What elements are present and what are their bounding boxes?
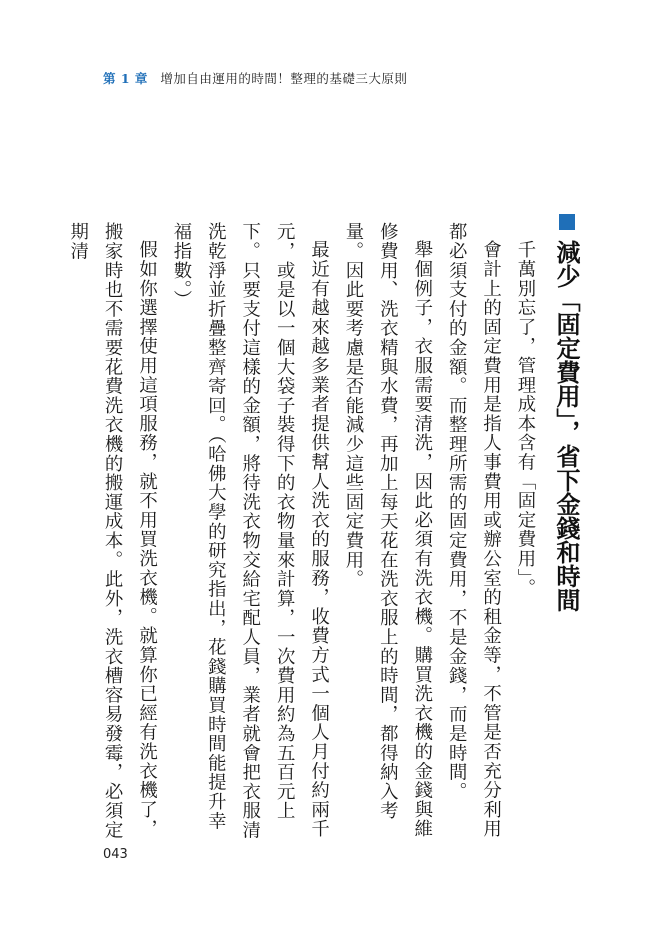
chapter-title: 增加自由運用的時間！整理的基礎三大原則: [160, 71, 408, 86]
running-header: [103, 69, 407, 87]
page-number: 043: [103, 847, 128, 862]
section-heading-text: 減少「固定費用」，省下金錢和時間: [552, 240, 580, 612]
paragraph-2: 會計上的固定費用是指人事費用或辦公室的租金等，不管是否充分利用都必須支付的金額。而整理所需的固定費用，不是金錢，而是時間。: [446, 222, 502, 839]
paragraph-3: 舉個例子，衣服需要清洗，因此必須有洗衣機。購買洗衣機的金錢與維修費用、洗衣精與水費，再加上每天花在洗衣服上的時間，都得納入考量。因此要考慮是否能減少這些固定費用。: [342, 222, 433, 839]
paragraph-4: 最近有越來越多業者提供幫人洗衣的服務，收費方式一個人月付約兩千元，或是以一個大袋子裝得下的衣物量來計算，一次費用約為五百元上下。只要支付這樣的金額，將待洗衣物交給宅配人員，業者就會把衣服清洗乾淨並折疊整齊寄回。（哈佛大學的研究指出，花錢購買時間能提升幸福指數。）: [170, 222, 330, 840]
chapter-label: 第 1 章: [103, 71, 148, 86]
paragraph-5: 假如你選擇使用這項服務，就不用買洗衣機。就算你已經有洗衣機了，搬家時也不需要花費洗衣機的搬運成本。此外，洗衣槽容易發霉，必須定期清: [67, 222, 158, 840]
section-heading: [545, 214, 585, 854]
body-text: [67, 222, 542, 842]
heading-square-icon: [559, 214, 575, 230]
paragraph-1: 千萬別忘了，管理成本含有「固定費用」。: [515, 240, 536, 598]
